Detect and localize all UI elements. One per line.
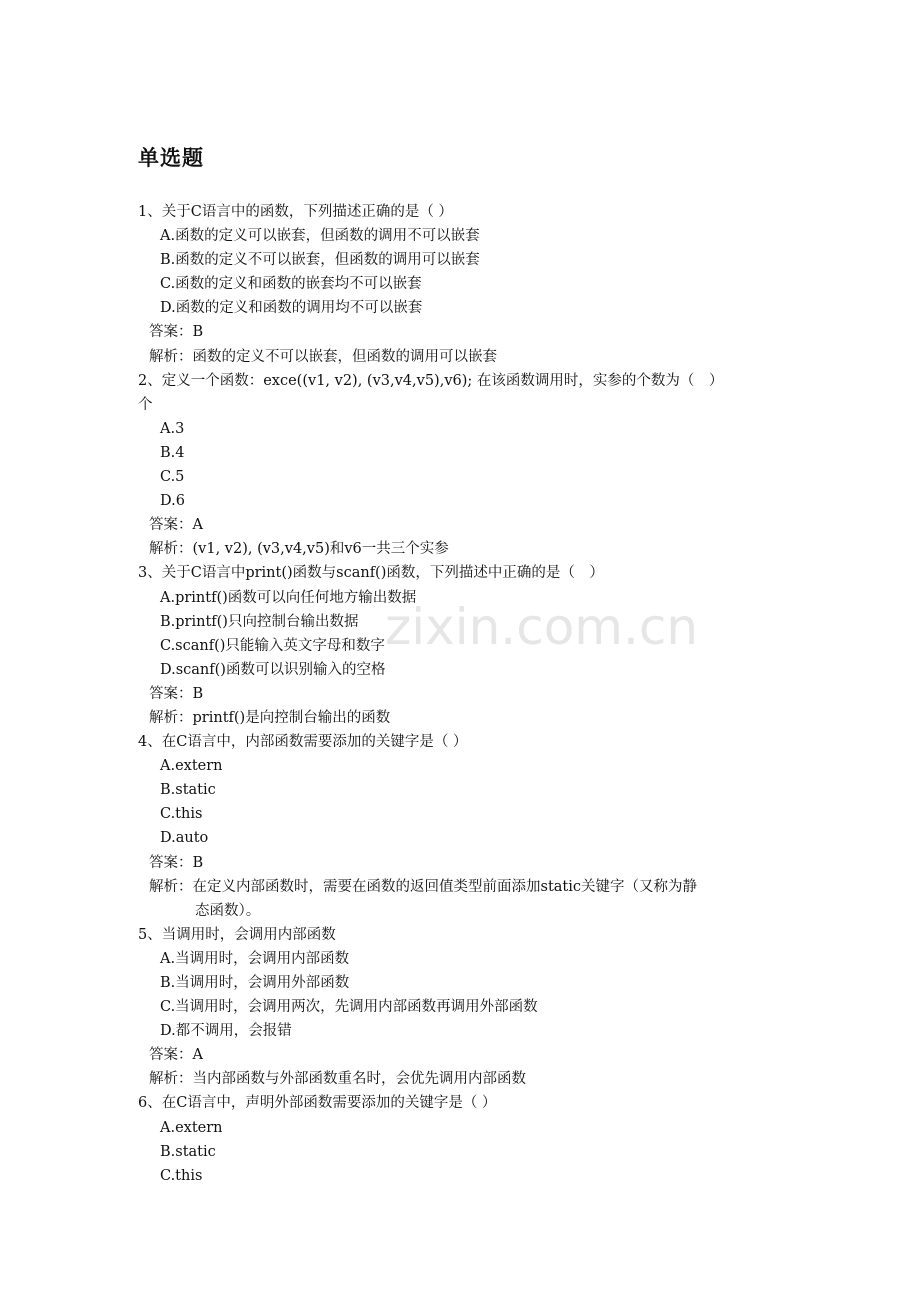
question-stem: 3、关于C语言中print()函数与scanf()函数，下列描述中正确的是（ ） (138, 565, 604, 582)
option-b: B.printf()只向控制台输出数据 (160, 613, 359, 630)
explanation: 解析：printf()是向控制台输出的函数 (149, 709, 391, 726)
explanation: 解析：当内部函数与外部函数重名时，会优先调用内部函数 (149, 1071, 526, 1088)
option-c: C.当调用时，会调用两次，先调用内部函数再调用外部函数 (160, 999, 538, 1016)
question-2 (138, 369, 788, 562)
section-title: 单选题 (138, 145, 204, 170)
option-d: D.都不调用，会报错 (160, 1023, 292, 1040)
option-b: B.4 (160, 444, 185, 461)
option-a: A.当调用时，会调用内部函数 (160, 950, 350, 967)
question-1 (138, 200, 788, 369)
option-c: C.scanf()只能输入英文字母和数字 (160, 637, 385, 654)
option-a: A.extern (160, 1119, 223, 1136)
answer: 答案：A (149, 1047, 203, 1064)
watermark: zixin.com.cn (385, 598, 699, 656)
answer: 答案：B (149, 854, 204, 871)
question-stem: 6、在C语言中，声明外部函数需要添加的关键字是（ ） (138, 1095, 497, 1112)
question-stem-continued: 个 (138, 396, 153, 413)
option-c: C.this (160, 1167, 203, 1184)
explanation-continued: 态函数）。 (195, 902, 261, 919)
answer: 答案：B (149, 685, 204, 702)
question-stem: 4、在C语言中，内部函数需要添加的关键字是（ ） (138, 734, 468, 751)
option-d: D.6 (160, 493, 185, 510)
option-c: C.函数的定义和函数的嵌套均不可以嵌套 (160, 276, 422, 293)
option-d: D.函数的定义和函数的调用均不可以嵌套 (160, 300, 423, 317)
option-a: A.extern (160, 758, 223, 775)
question-stem: 1、关于C语言中的函数，下列描述正确的是（ ） (138, 204, 453, 220)
option-d: D.auto (160, 830, 209, 847)
option-b: B.当调用时，会调用外部函数 (160, 975, 350, 991)
option-d: D.scanf()函数可以识别输入的空格 (160, 661, 386, 678)
explanation: 解析：在定义内部函数时，需要在函数的返回值类型前面添加static关键字（又称为静 (149, 878, 697, 895)
question-6 (138, 1091, 788, 1187)
question-list (138, 200, 788, 1188)
explanation: 解析：(v1, v2), (v3,v4,v5)和v6一共三个实参 (149, 541, 449, 558)
answer: 答案：B (149, 324, 204, 341)
option-c: C.5 (160, 469, 185, 486)
option-a: A.3 (160, 420, 185, 437)
option-c: C.this (160, 806, 203, 823)
question-4 (138, 730, 788, 923)
question-3 (138, 561, 788, 730)
question-5 (138, 923, 788, 1092)
option-b: B.函数的定义不可以嵌套，但函数的调用可以嵌套 (160, 252, 480, 269)
question-stem: 5、当调用时，会调用内部函数 (138, 926, 336, 943)
option-b: B.static (160, 782, 216, 799)
option-a: A.printf()函数可以向任何地方输出数据 (160, 589, 417, 606)
question-stem: 2、定义一个函数：exce((v1, v2), (v3,v4,v5),v6); 在该函数调用时，实参的个数为（ ） (138, 372, 724, 389)
option-a: A.函数的定义可以嵌套，但函数的调用不可以嵌套 (160, 228, 480, 245)
answer: 答案：A (149, 517, 203, 534)
option-b: B.static (160, 1143, 216, 1160)
explanation: 解析：函数的定义不可以嵌套，但函数的调用可以嵌套 (149, 348, 497, 365)
